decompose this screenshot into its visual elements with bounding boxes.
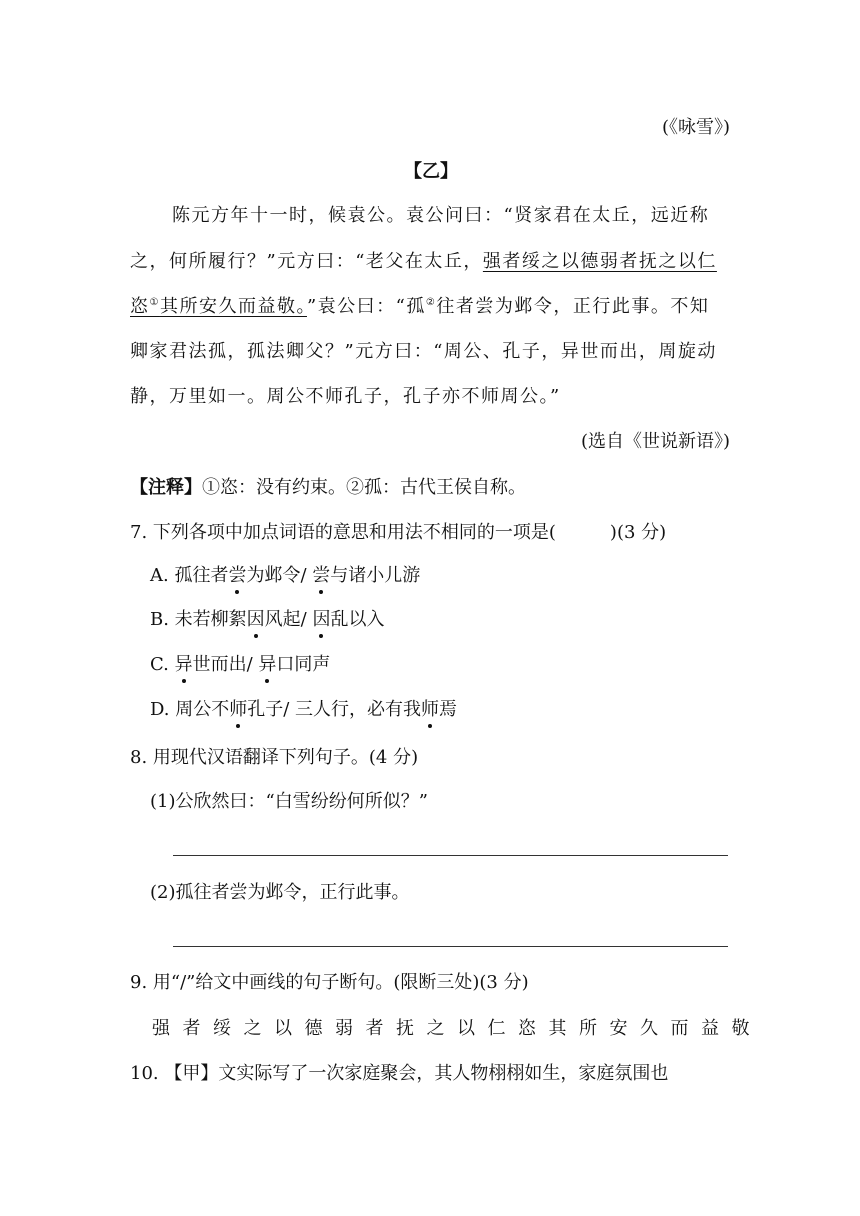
dotted-word: 因 [246, 609, 265, 630]
question-8-sentence-2: (2)孤往者尝为邺令，正行此事。 [150, 882, 410, 903]
dotted-word: 异 [258, 654, 277, 675]
dotted-word: 师 [421, 699, 440, 720]
option-d: D. 周公不师孔子/ 三人行，必有我师焉 [150, 699, 458, 720]
dotted-word: 因 [312, 609, 331, 630]
footnote-marker-1: ① [149, 297, 160, 308]
footnote-marker-2: ② [425, 297, 437, 308]
passage-text: 往者尝为邺令，正行此事。不知 [436, 296, 710, 317]
answer-line-2[interactable] [173, 946, 728, 947]
dotted-word: 异 [174, 654, 193, 675]
passage-line-3 [130, 295, 709, 319]
passage-line-5: 静，万里如一。周公不师孔子，孔子亦不师周公。” [130, 386, 561, 407]
notes-text: ①恣：没有约束。②孤：古代王侯自称。 [202, 477, 526, 498]
dotted-word: 尝 [228, 565, 247, 586]
dotted-word: 尝 [312, 565, 331, 586]
section-title-yi: 【乙】 [404, 161, 458, 182]
option-b: B. 未若柳絮因风起/ 因乱以入 [150, 609, 385, 630]
question-9-sentence: 强者绥之以德弱者抚之以仁恣其所安久而益敬 [152, 1018, 762, 1039]
question-8-stem: 8. 用现代汉语翻译下列句子。(4 分) [130, 747, 419, 768]
question-7-stem: 7. 下列各项中加点词语的意思和用法不相同的一项是( )(3 分) [130, 522, 667, 543]
dotted-word: 师 [229, 699, 248, 720]
passage-text: ”袁公曰：“孤 [306, 296, 426, 317]
underlined-sentence-part-2: 恣①其所安久而益敬。 [130, 296, 307, 317]
question-10-stem: 10. 【甲】文实际写了一次家庭聚会，其人物栩栩如生，家庭氛围也 [130, 1063, 669, 1084]
answer-line-1[interactable] [173, 855, 728, 856]
question-8-sentence-1: (1)公欣然曰：“白雪纷纷何所似？” [150, 791, 428, 812]
passage-line-1: 陈元方年十一时，候袁公。袁公问曰：“贤家君在太丘，远近称 [172, 205, 710, 226]
jia-source: (《咏雪》) [661, 117, 730, 138]
passage-line-4: 卿家君法孤，孤法卿父？”元方曰：“周公、孔子，异世而出，周旋动 [130, 341, 717, 362]
underlined-sentence-part-1: 强者绥之以德弱者抚之以仁 [482, 251, 717, 272]
question-9-stem: 9. 用“/”给文中画线的句子断句。(限断三处)(3 分) [130, 972, 529, 993]
option-a: A. 孤往者尝为邺令/ 尝与诸小儿游 [150, 565, 421, 586]
notes [130, 476, 526, 500]
passage-line-2 [130, 250, 717, 274]
yi-source: (选自《世说新语》) [580, 431, 730, 452]
option-c: C. 异世而出/ 异口同声 [150, 654, 331, 675]
passage-text: 之，何所履行？”元方曰：“老父在太丘， [130, 251, 483, 272]
notes-label: 【注释】 [130, 477, 202, 498]
